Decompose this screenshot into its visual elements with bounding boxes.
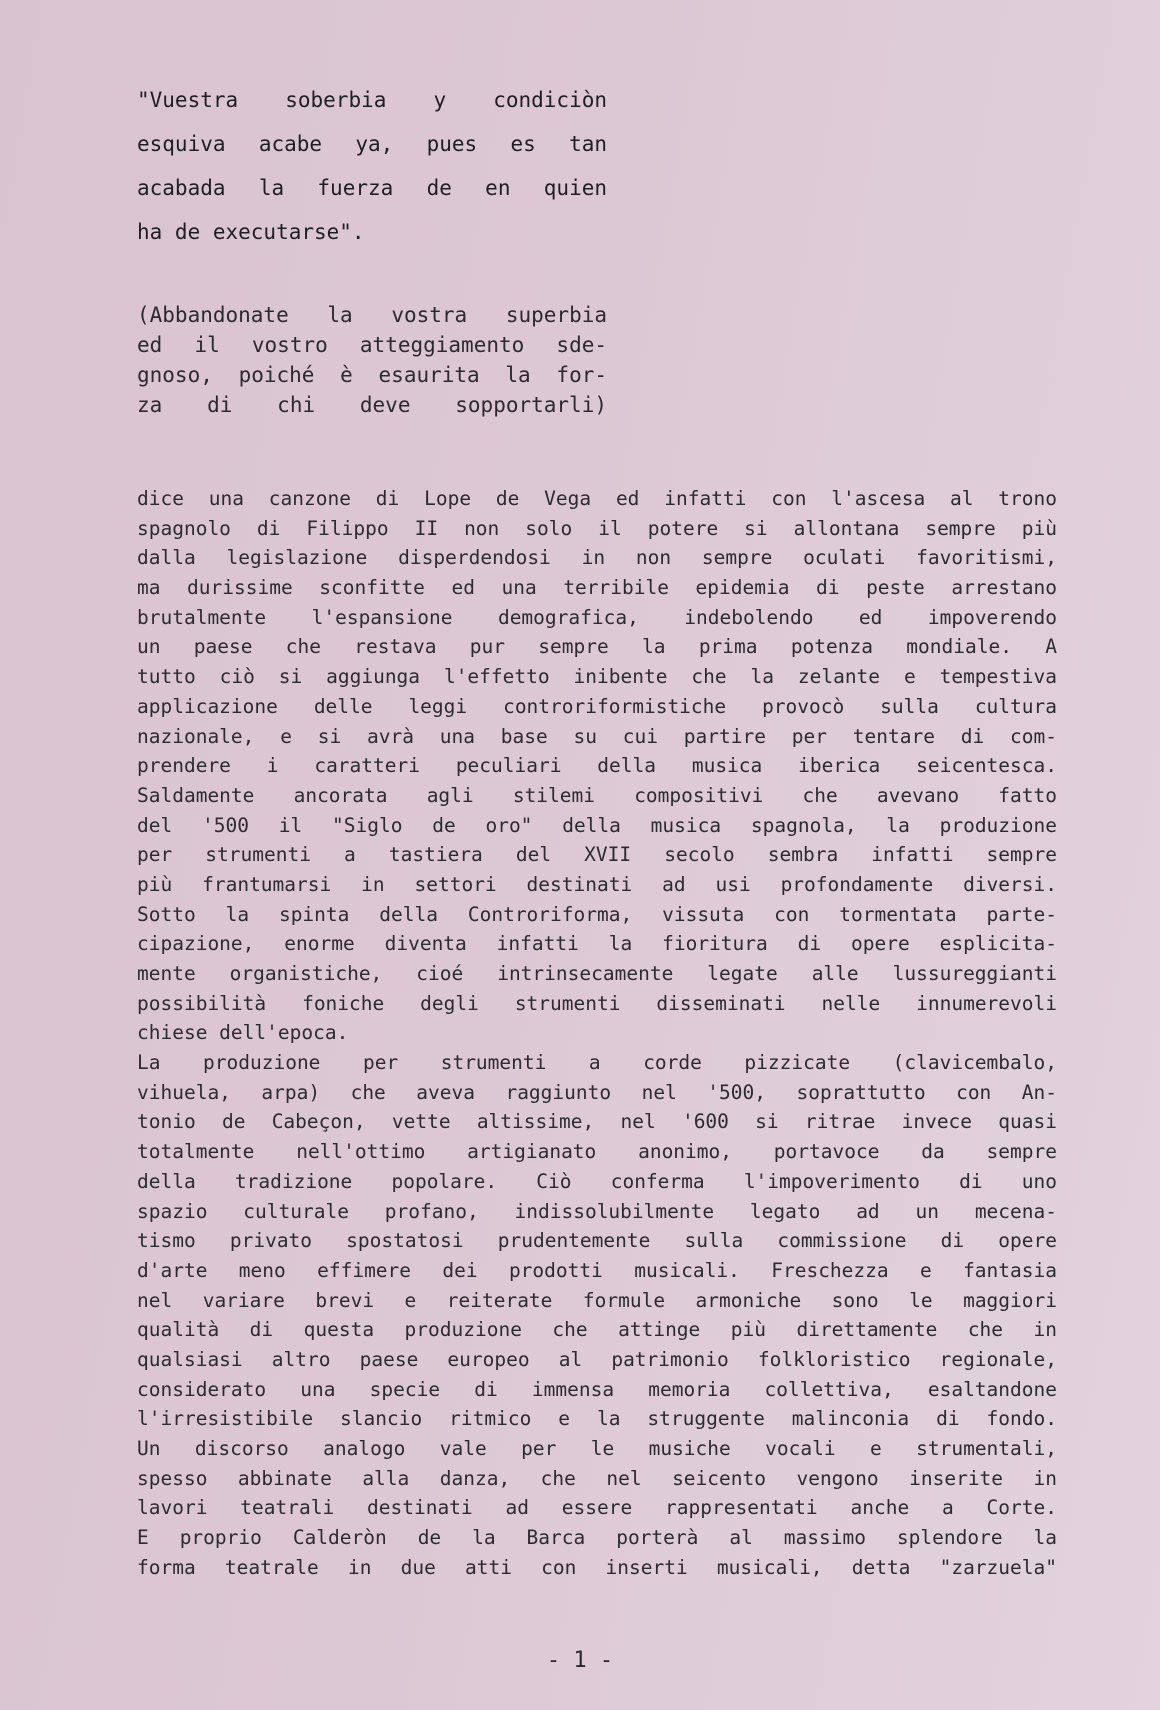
body-line: nazionale, e si avrà una base su cui partire per tentare di com- [137, 724, 1057, 748]
body-line: per strumenti a tastiera del XVII secolo sembra infatti sempre [137, 843, 1057, 867]
body-line: nel variare brevi e reiterate formule armoniche sono le maggiori [137, 1288, 1057, 1312]
quote-line: esquiva acabe ya, pues es tan [137, 132, 607, 156]
body-line: dalla legislazione disperdendosi in non sempre oculati favoritismi, [137, 546, 1057, 570]
body-line: tutto ciò si aggiunga l'effetto inibente che la zelante e tempestiva [137, 665, 1057, 689]
body-line: spesso abbinate alla danza, che nel seicento vengono inserite in [137, 1466, 1057, 1490]
quote-line: acabada la fuerza de en quien [137, 176, 607, 200]
body-line: tonio de Cabeçon, vette altissime, nel '600 si ritrae invece quasi [137, 1110, 1057, 1134]
body-line: Sotto la spinta della Controriforma, vissuta con tormentata parte- [137, 902, 1057, 926]
quote-line: ha de executarse". [137, 220, 365, 244]
body-line: cipazione, enorme diventa infatti la fioritura di opere esplicita- [137, 932, 1057, 956]
body-line: La produzione per strumenti a corde pizzicate (clavicembalo, [137, 1051, 1057, 1075]
body-line: spagnolo di Filippo II non solo il potere si allontana sempre più [137, 516, 1057, 540]
body-line: della tradizione popolare. Ciò conferma l'impoverimento di uno [137, 1169, 1057, 1193]
body-line: possibilità foniche degli strumenti disseminati nelle innumerevoli [137, 991, 1057, 1015]
body-line: spazio culturale profano, indissolubilmente legato ad un mecena- [137, 1199, 1057, 1223]
body-line: totalmente nell'ottimo artigianato anonimo, portavoce da sempre [137, 1140, 1057, 1164]
body-line: qualità di questa produzione che attinge più direttamente che in [137, 1318, 1057, 1342]
translation-line: (Abbandonate la vostra superbia [137, 303, 607, 327]
body-line: prendere i caratteri peculiari della musica iberica seicentesca. [137, 754, 1057, 778]
body-line: un paese che restava pur sempre la prima potenza mondiale. A [137, 635, 1057, 659]
body-line: mente organistiche, cioé intrinsecamente legate alle lussureggianti [137, 962, 1057, 985]
spanish-quote [137, 78, 607, 254]
body-line: applicazione delle leggi controriformistiche provocò sulla cultura [137, 694, 1057, 718]
body-line: ma durissime sconfitte ed una terribile epidemia di peste arrestano [137, 576, 1057, 600]
translation-line: gnoso, poiché è esaurita la for- [137, 363, 607, 387]
body-line: considerato una specie di immensa memoria collettiva, esaltandone [137, 1377, 1057, 1401]
body-paragraphs [137, 484, 1057, 1582]
translation-line: ed il vostro atteggiamento sde- [137, 333, 607, 357]
body-line: vihuela, arpa) che aveva raggiunto nel '500, soprattutto con An- [137, 1080, 1057, 1104]
body-line: E proprio Calderòn de la Barca porterà al massimo splendore la [137, 1526, 1057, 1550]
body-line: qualsiasi altro paese europeo al patrimonio folkloristico regionale, [137, 1347, 1057, 1371]
body-line: forma teatrale in due atti con inserti musicali, detta "zarzuela" [137, 1555, 1057, 1579]
body-line: lavori teatrali destinati ad essere rappresentati anche a Corte. [137, 1496, 1057, 1520]
body-line: del '500 il "Siglo de oro" della musica spagnola, la produzione [137, 813, 1057, 837]
body-line: dice una canzone di Lope de Vega ed infatti con l'ascesa al trono [137, 487, 1057, 510]
body-line: tismo privato spostatosi prudentemente sulla commissione di opere [137, 1229, 1057, 1253]
body-line: più frantumarsi in settori destinati ad usi profondamente diversi. [137, 872, 1057, 896]
body-line: brutalmente l'espansione demografica, indebolendo ed impoverendo [137, 605, 1057, 629]
body-line: Un discorso analogo vale per le musiche vocali e strumentali, [137, 1437, 1057, 1460]
quote-line: "Vuestra soberbia y condiciòn [137, 88, 607, 112]
body-line: chiese dell'epoca. [137, 1021, 349, 1045]
translation-line: za di chi deve sopportarli) [137, 393, 607, 417]
italian-translation [137, 300, 607, 420]
body-line: l'irresistibile slancio ritmico e la struggente malinconia di fondo. [137, 1407, 1057, 1431]
page-number: - 1 - [546, 1648, 614, 1673]
body-line: d'arte meno effimere dei prodotti musicali. Freschezza e fantasia [137, 1258, 1057, 1282]
body-line: Saldamente ancorata agli stilemi compositivi che avevano fatto [137, 783, 1057, 807]
